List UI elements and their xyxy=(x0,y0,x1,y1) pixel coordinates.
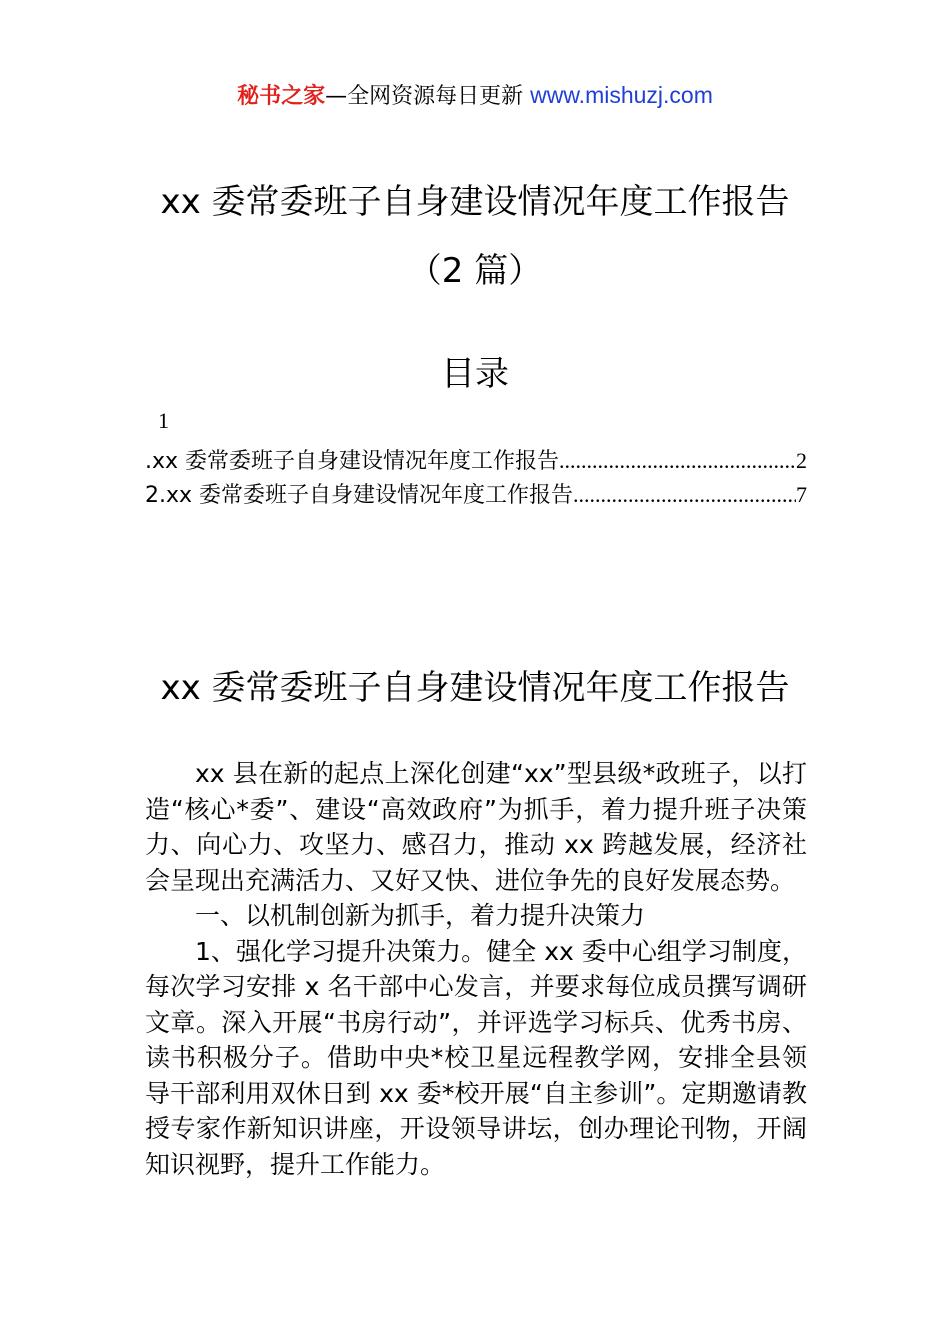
document-subtitle: （2 篇） xyxy=(407,251,543,291)
body-subheading: 一、以机制创新为抓手，着力提升决策力 xyxy=(195,901,646,930)
toc-heading: 目录 xyxy=(441,354,509,394)
site-header xyxy=(0,80,950,112)
section-title: xx 委常委班子自身建设情况年度工作报告 xyxy=(160,668,790,708)
toc-entry-page: 2 xyxy=(796,448,807,473)
toc-entry-label: 2.xx 委常委班子自身建设情况年度工作报告 xyxy=(145,483,574,508)
toc-entry-2[interactable] xyxy=(145,479,807,512)
toc-entry-page: 7 xyxy=(796,482,807,507)
toc-entry-label: .xx 委常委班子自身建设情况年度工作报告 xyxy=(145,449,560,474)
body-text xyxy=(145,756,807,1182)
toc-entry-1[interactable] xyxy=(145,445,807,478)
site-tagline: —全网资源每日更新 xyxy=(325,84,531,109)
toc-number: 1 xyxy=(158,408,169,433)
site-brand: 秘书之家 xyxy=(237,84,326,109)
site-url-link[interactable]: www.mishuzj.com xyxy=(530,82,713,108)
body-paragraph: 1、强化学习提升决策力。健全 xx 委中心组学习制度，每次学习安排 x 名干部中心发言，并要求每位成员撰写调研文章。深入开展“书房行动”，并评选学习标兵、优秀书房、读书积极分子。借助中央*校卫星远程教学网，安排全县领导干部利用双休日到 xx 委*校开展“自主参训”。定期邀请教授专家作新知识讲座，开设领导讲坛，创办理论刊物，开阔知识视野，提升工作能力。 xyxy=(145,936,807,1179)
body-paragraph: xx 县在新的起点上深化创建“xx”型县级*政班子，以打造“核心*委”、建设“高效政府”为抓手，着力提升班子决策力、向心力、攻坚力、感召力，推动 xx 跨越发展，经济社会呈现出充满活力、又好又快、进位争先的良好发展态势。 xyxy=(145,759,807,895)
document-title: xx 委常委班子自身建设情况年度工作报告 xyxy=(160,182,790,222)
toc-leader-dots xyxy=(573,479,796,511)
toc-leader-dots xyxy=(559,445,796,477)
